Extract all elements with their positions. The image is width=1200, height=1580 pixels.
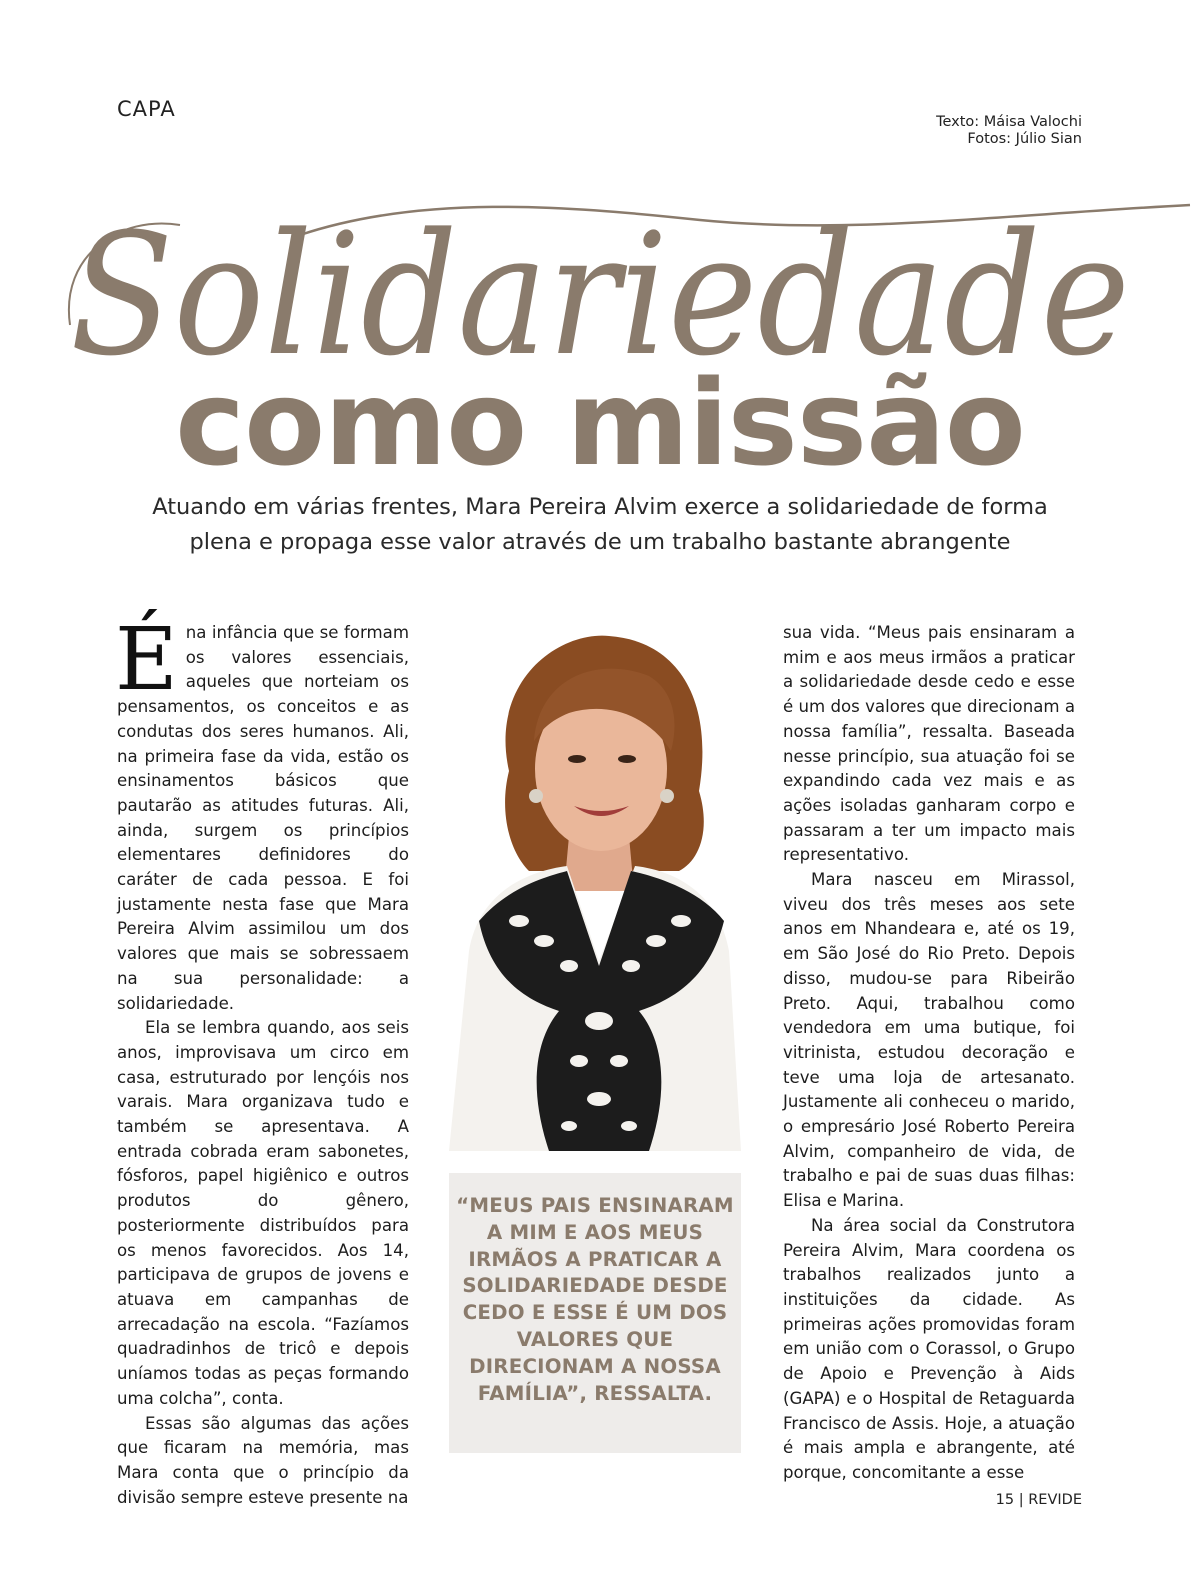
subtitle-line-1: Atuando em várias frentes, Mara Pereira Alvim exerce a solidariedade de forma (152, 494, 1048, 520)
pull-quote-box (449, 1173, 741, 1453)
drop-cap: É (115, 610, 178, 710)
paragraph-2: Ela se lembra quando, aos seis anos, improvisava um circo em casa, estruturado por lençóis nos varais. Mara organizava tudo e também se apresentava. A entrada cobrada eram sabonetes, fósforos, papel higiênico e outros produtos do gênero, posteriormente distribuídos para os menos favorecidos. Aos 14, participava de grupos de jovens e atuava em campanhas de arrecadação na escola. “Fazíamos quadradinhos de tricô e depois uníamos todas as peças formando uma colcha”, conta. (117, 1018, 409, 1408)
subtitle (100, 490, 1100, 560)
paragraph-3: Essas são algumas das ações que ficaram na memória, mas Mara conta que o princípio da divisão sempre esteve presente na (117, 1413, 409, 1507)
credit-photos: Fotos: Júlio Sian (967, 131, 1082, 147)
paragraph-4: sua vida. “Meus pais ensinaram a mim e aos meus irmãos a praticar a solidariedade desde cedo e esse é um dos valores que direcionam a nossa família”, ressalta. Baseada nesse princípio, sua atuação foi se expandindo cada vez mais e as ações isoladas ganharam corpo e passaram a ter um impacto mais representativo. (783, 623, 1075, 865)
section-label: CAPA (117, 97, 176, 121)
title-bold: como missão (175, 354, 1025, 492)
credit-text: Texto: Máisa Valochi (936, 114, 1082, 130)
pull-quote: “MEUS PAIS ENSINARAM A MIM E AOS MEUS IRMÃOS A PRATICAR A SOLIDARIEDADE DESDE CEDO E ESSE É UM DOS VALORES QUE DIRECIONAM A NOSSA FAMÍLIA”, RESSALTA. (456, 1194, 734, 1405)
title-script: Solidariedade (70, 197, 1130, 390)
page-folio: 15 | REVIDE (995, 1492, 1082, 1508)
subtitle-line-2: plena e propaga esse valor através de um trabalho bastante abrangente (189, 529, 1011, 555)
article-column-left (115, 610, 409, 1510)
paragraph-5: Mara nasceu em Mirassol, viveu dos três meses aos sete anos em Nhandeara e, até os 19, em São José do Rio Preto. Depois disso, mudou-se para Ribeirão Preto. Aqui, trabalhou como vendedora em uma butique, foi vitrinista, estudou decoração e teve uma loja de artesanato. Justamente ali conheceu o marido, o empresário José Roberto Pereira Alvim, companheiro de vida, de trabalho e pai de suas duas filhas: Elisa e Marina. (783, 870, 1075, 1211)
paragraph-1: Éna infância que se formam os valores essenciais, aqueles que norteiam os pensamentos, os conceitos e as condutas dos seres humanos. Ali, na primeira fase da vida, estão os ensinamentos básicos que pautarão as atitudes futuras. Ali, ainda, surgem os princípios elementares definidores do caráter de cada pessoa. E foi justamente nesta fase que Mara Pereira Alvim assimilou um dos valores que mais se sobressaem na sua personalidade: a solidariedade. (115, 610, 409, 1013)
article-column-right (783, 621, 1075, 1486)
paragraph-6: Na área social da Construtora Pereira Alvim, Mara coordena os trabalhos realizados junto a instituições da cidade. As primeiras ações promovidas foram em união com o Corassol, o Grupo de Apoio e Prevenção à Aids (GAPA) e o Hospital de Retaguarda Francisco de Assis. Hoje, a atuação é mais ampla e abrangente, até porque, concomitante a esse (783, 1215, 1075, 1482)
credits (936, 114, 1082, 148)
portrait-illustration (449, 621, 741, 1151)
portrait-photo (449, 621, 741, 1151)
